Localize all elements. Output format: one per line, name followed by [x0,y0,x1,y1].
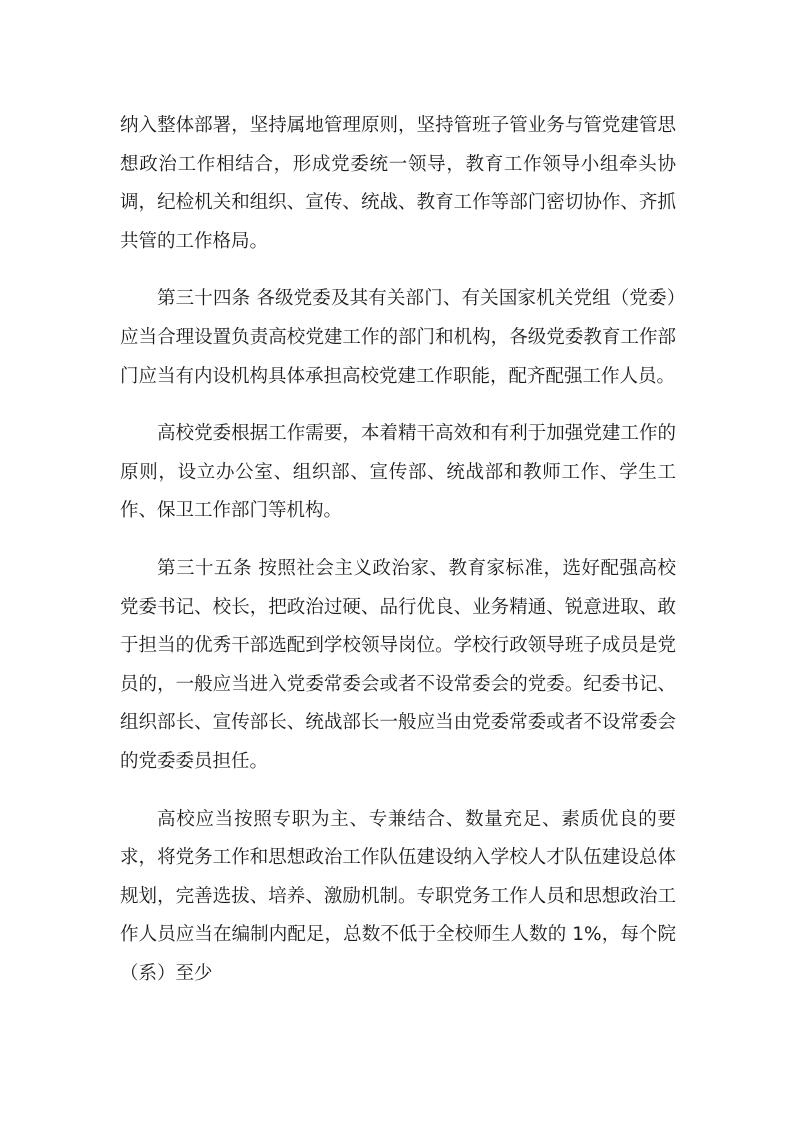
paragraph-continuation: 纳入整体部署，坚持属地管理原则，坚持管班子管业务与管党建管思想政治工作相结合，形成党委统一领导，教育工作领导小组牵头协调，纪检机关和组织、宣传、统战、教育工作等部门密切协作、齐抓共管的工作格局。 [120,115,676,252]
paragraph-staffing-requirements: 高校应当按照专职为主、专兼结合、数量充足、素质优良的要求，将党务工作和思想政治工作队伍建设纳入学校人才队伍建设总体规划，完善选拔、培养、激励机制。专职党务工作人员和思想政治工作人员应当在编制内配足，总数不低于全校师生人数的 1%，每个院（系）至少 [120,808,676,984]
document-body [120,107,676,1012]
paragraph-article-34: 第三十四条 各级党委及其有关部门、有关国家机关党组（党委）应当合理设置负责高校党建工作的部门和机构，各级党委教育工作部门应当有内设机构具体承担高校党建工作职能，配齐配强工作人员。 [120,288,676,387]
paragraph-article-35: 第三十五条 按照社会主义政治家、教育家标准，选好配强高校党委书记、校长，把政治过硬、品行优良、业务精通、锐意进取、敢于担当的优秀干部选配到学校领导岗位。学校行政领导班子成员是党员的，一般应当进入党委常委会或者不设常委会的党委。纪委书记、组织部长、宣传部长、统战部长一般应当由党委常委或者不设常委会的党委委员担任。 [120,557,676,772]
paragraph-party-committee-institutions: 高校党委根据工作需要，本着精干高效和有利于加强党建工作的原则，设立办公室、组织部、宣传部、统战部和教师工作、学生工作、保卫工作部门等机构。 [120,423,676,522]
